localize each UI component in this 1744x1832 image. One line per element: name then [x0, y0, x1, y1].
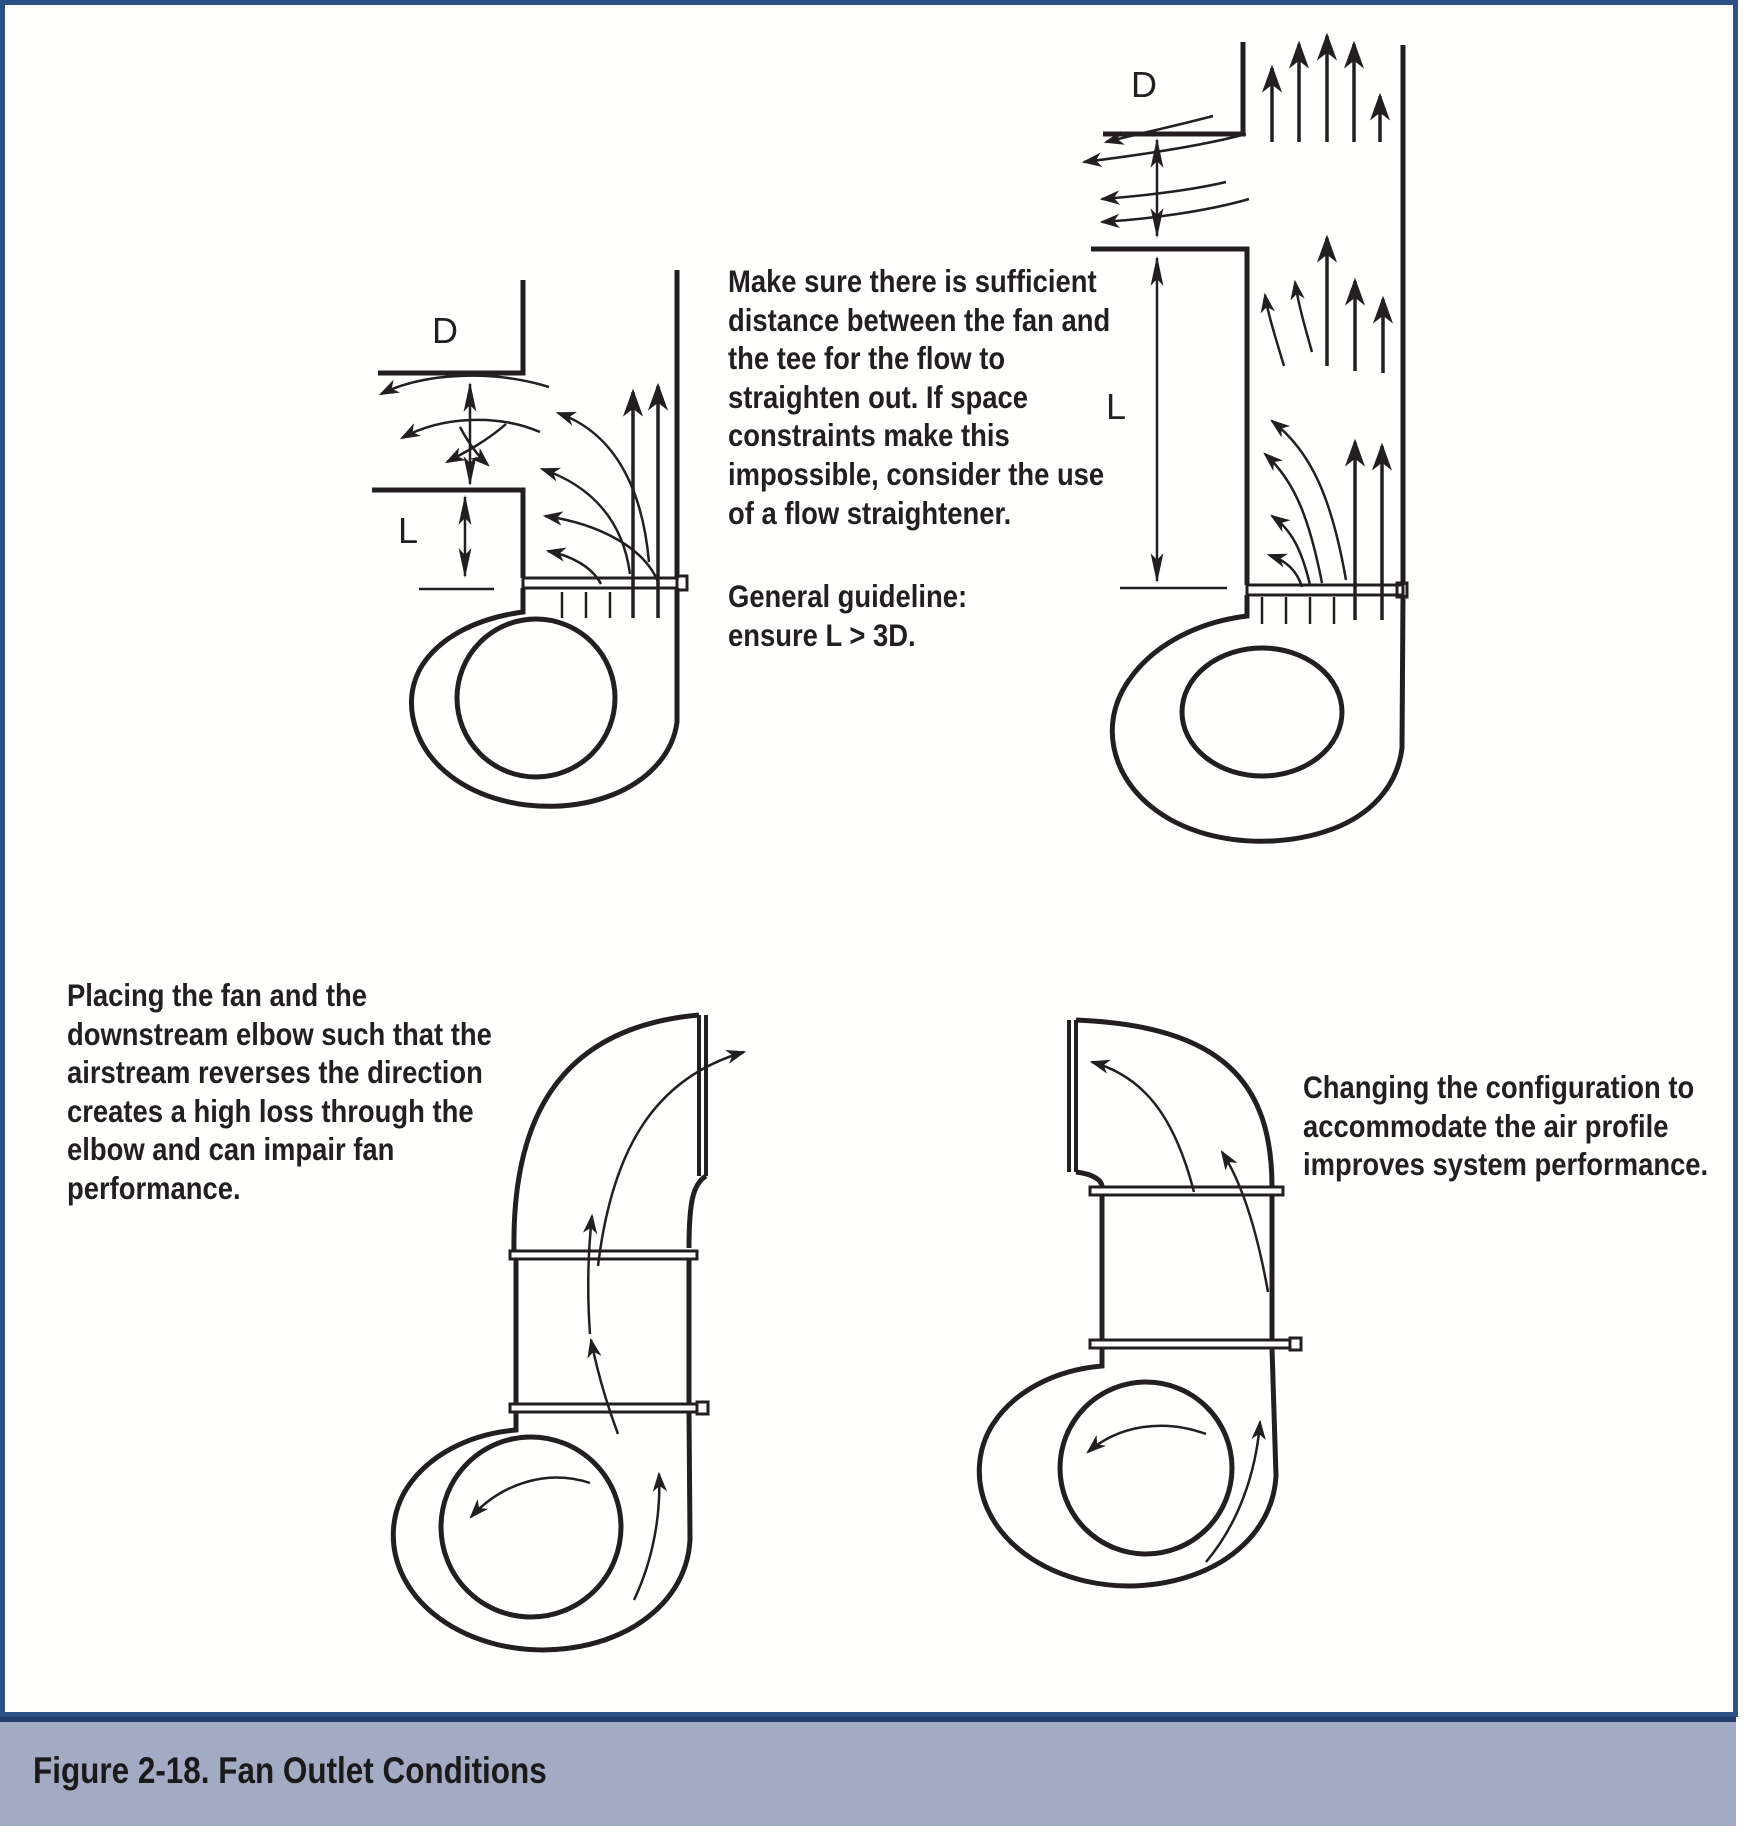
tee-spacing-note — [728, 262, 1110, 532]
reversed-elbow-note — [67, 976, 492, 1208]
text-line: straighten out. If space — [728, 378, 1028, 415]
general-guideline-note — [728, 577, 967, 654]
caption-bar — [0, 1717, 1736, 1826]
text-line: ensure L > 3D. — [728, 616, 916, 653]
text-line: constraints make this — [728, 417, 1010, 454]
diameter-label-close: D — [432, 310, 458, 351]
text-line: improves system performance. — [1303, 1146, 1709, 1183]
text-line: performance. — [67, 1169, 241, 1206]
text-line: Placing the fan and the — [67, 977, 367, 1013]
text-line: the tee for the flow to — [728, 340, 1006, 377]
text-line: Changing the configuration to — [1303, 1069, 1695, 1105]
diameter-label-far: D — [1131, 64, 1157, 105]
length-label-far: L — [1106, 386, 1127, 427]
figure-caption: Figure 2-18. Fan Outlet Conditions — [33, 1750, 547, 1791]
text-line: General guideline: — [728, 578, 968, 614]
fan-tee-close-diagram — [372, 270, 687, 806]
text-line: accommodate the air profile — [1303, 1107, 1669, 1144]
elbow-aligned-diagram — [979, 1020, 1301, 1586]
length-label-close: L — [398, 510, 419, 551]
text-line: downstream elbow such that the — [67, 1015, 492, 1052]
text-line: elbow and can impair fan — [67, 1131, 395, 1168]
text-line: creates a high loss through the — [67, 1092, 474, 1129]
text-line: of a flow straightener. — [728, 494, 1012, 531]
text-line: Make sure there is sufficient — [728, 263, 1097, 299]
improved-config-note — [1303, 1068, 1708, 1184]
text-line: impossible, consider the use — [728, 455, 1105, 492]
text-line: distance between the fan and — [728, 301, 1111, 338]
fan-tee-far-diagram — [1084, 36, 1407, 841]
text-line: airstream reverses the direction — [67, 1054, 483, 1091]
